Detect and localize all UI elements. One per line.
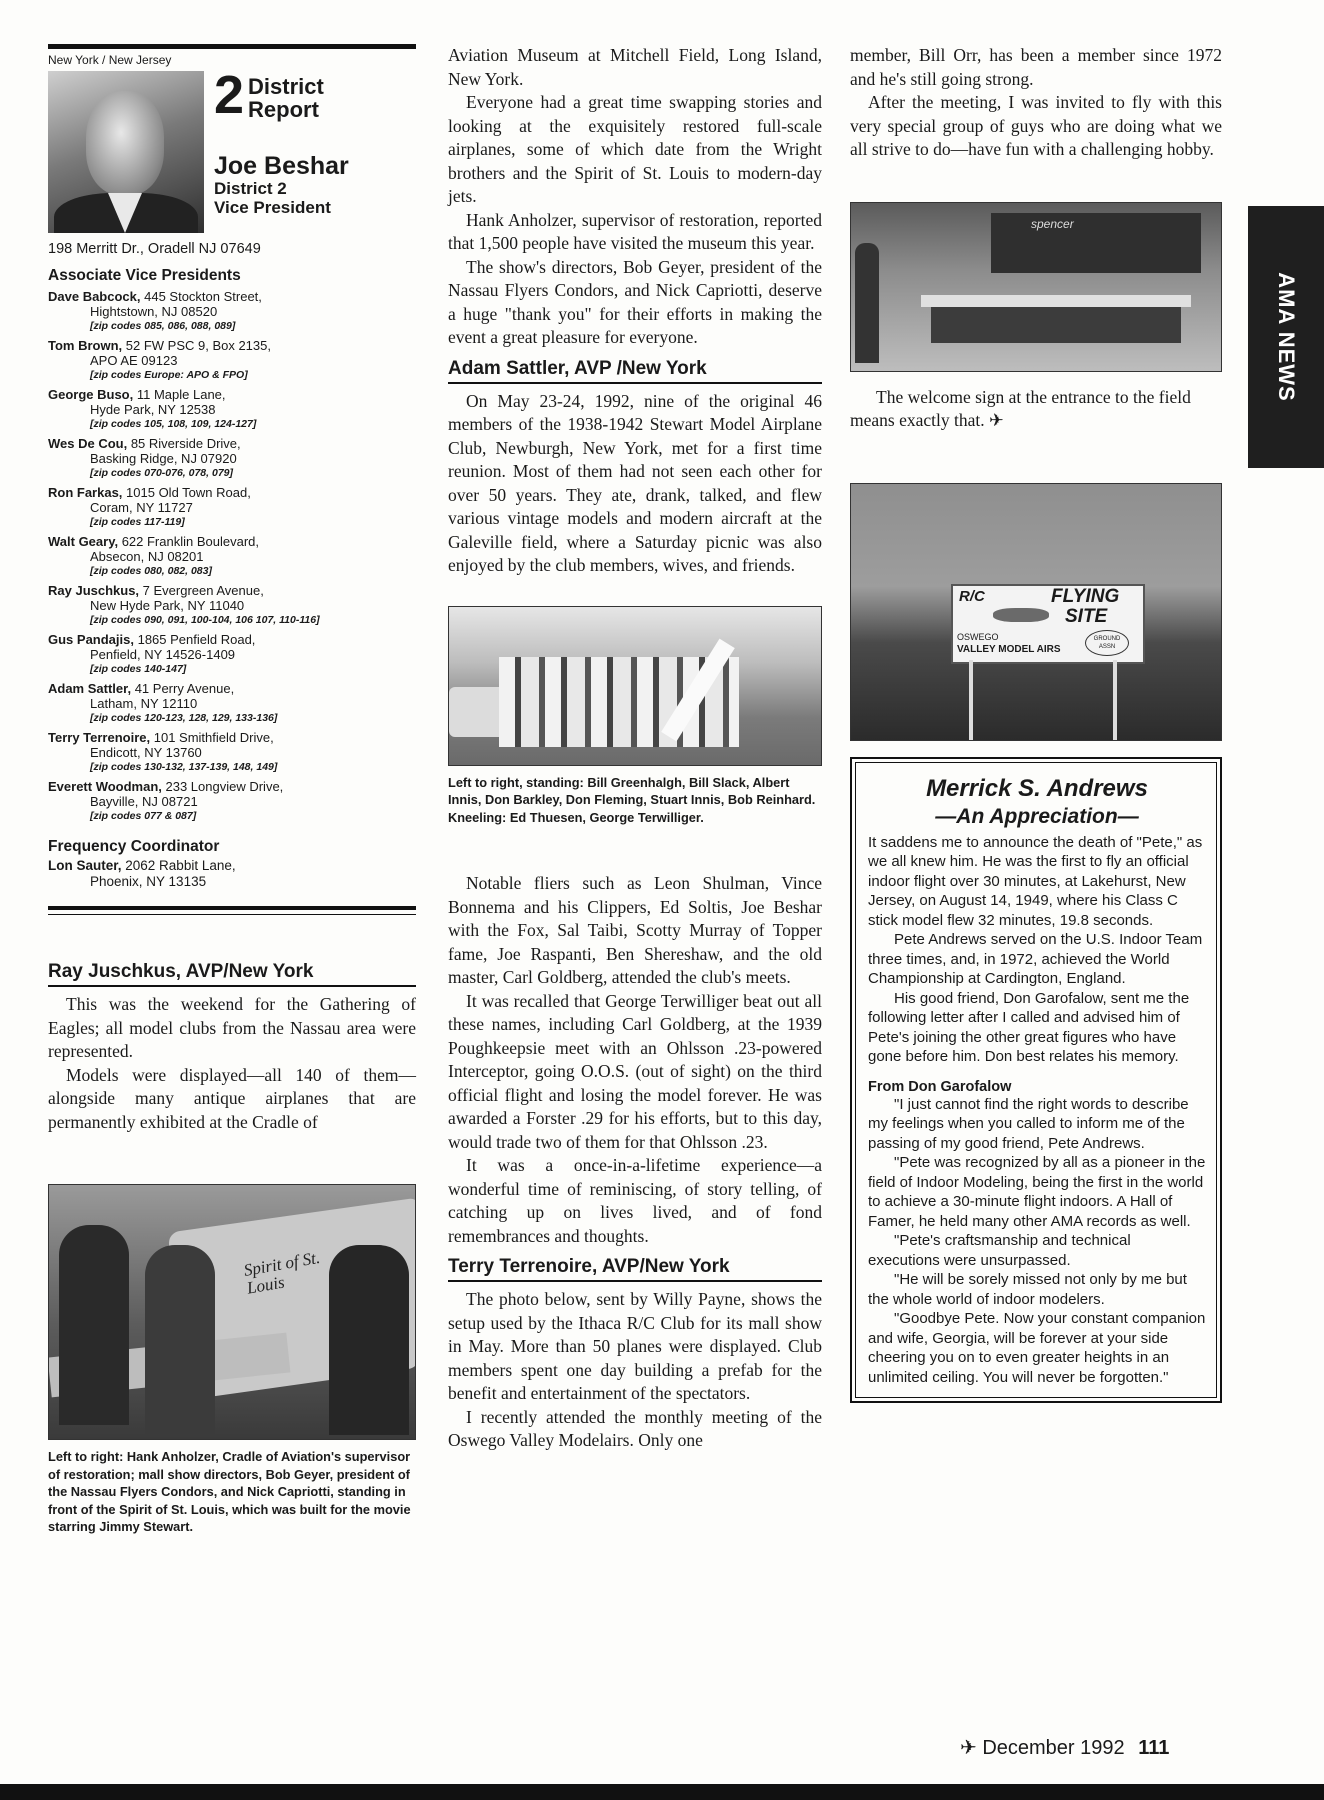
frequency-coordinator: Lon Sauter, 2062 Rabbit Lane, Phoenix, NY 13135 [48, 858, 236, 889]
vp-address: 198 Merritt Dr., Oradell NJ 07649 [48, 241, 261, 257]
plane-icon: ✈ [960, 1737, 977, 1759]
district-title [214, 65, 349, 233]
avp-entry: Terry Terrenoire, 101 Smithfield Drive, Endicott, NY 13760 [zip codes 130-132, 137-139, 148, 149] [48, 730, 278, 773]
notable-fliers-paragraph: Notable fliers such as Leon Shulman, Vince Bonnema and his Clippers, Ed Soltis, Joe Beshar with the Fox, Sal Taibi, Scotty Murray of Topper fame, Joe Raspanti, Ben Shereshaw, and the old master, Carl Goldberg, attended the club's meets. [448, 873, 822, 987]
avp-entry: George Buso, 11 Maple Lane, Hyde Park, NY 12538 [zip codes 105, 108, 109, 124-127] [48, 387, 257, 430]
section-divider [48, 906, 416, 915]
museum-paragraph: Aviation Museum at Mitchell Field, Long Island, New York. [448, 45, 822, 89]
letter-q3: "Pete's craftsmanship and technical executions were unsurpassed. [868, 1232, 1131, 1269]
bottom-bar [0, 1784, 1324, 1800]
directors-paragraph: The show's directors, Bob Geyer, president of the Nassau Flyers Condors, and Nick Capriotti, deserve a huge "thank you" for their efforts in making the event a great pleasure for everyone. [448, 256, 822, 347]
adam-paragraph: On May 23-24, 1992, nine of the original 46 members of the 1938-1942 Stewart Model Airplane Club, Newburgh, New York, met for a first time reunion. Most of them had not seen each other for over 50 years. They ate, drank, talked, and flew various vintage models and modern aircraft at the Galeville field, where a Saturday picnic was also enjoyed by the club members, wives, and friends. [448, 390, 822, 575]
ithaca-paragraph: The photo below, sent by Willy Payne, shows the setup used by the Ithaca R/C Club for its mall show in May. More than 50 planes were displayed. Club members spent one day building a prefab for the benefit and entertainment of the spectators. [448, 1289, 822, 1403]
district-header [48, 65, 416, 233]
once-in-lifetime-paragraph: It was a once-in-a-lifetime experience—a wonderful time of reminiscing, of story telling, of catching up on lives lived, and of fond remembrances and thoughts. [448, 1155, 822, 1246]
ray-juschkus-heading: Ray Juschkus, AVP/New York [48, 961, 416, 987]
ray-paragraph-1: This was the weekend for the Gathering of Eagles; all model clubs from the Nassau area were represented. [48, 994, 416, 1061]
adam-sattler-heading: Adam Sattler, AVP /New York [448, 358, 822, 384]
ray-paragraph-2: Models were displayed—all 140 of them—alongside many antique airplanes that are permanently exhibited at the Cradle of [48, 1064, 416, 1132]
terry-terrenoire-heading: Terry Terrenoire, AVP/New York [448, 1256, 822, 1282]
avp-entry: Wes De Cou, 85 Riverside Drive, Basking Ridge, NJ 07920 [zip codes 070-076, 078, 079] [48, 436, 241, 479]
appreciation-subtitle: —An Appreciation— [935, 804, 1139, 828]
frequency-heading: Frequency Coordinator [48, 838, 220, 855]
issue-date: December 1992 [982, 1737, 1125, 1759]
after-meeting-paragraph: After the meeting, I was invited to fly with this very special group of guys who are doing what we all strive to do—have fun with a challenging hobby. [850, 92, 1222, 159]
appreciation-p3: His good friend, Don Garofalow, sent me the following letter after I called and advised him of Pete's joining the other great figures who have gone before him. Don best relates his memory. [868, 989, 1190, 1065]
plane-icon: ✈ [988, 410, 1004, 430]
vp-role-1: District 2 [214, 179, 287, 198]
avp-entry: Ray Juschkus, 7 Evergreen Avenue, New Hyde Park, NY 11040 [zip codes 090, 091, 100-104, 106 107, 110-116] [48, 583, 320, 626]
swapping-paragraph: Everyone had a great time swapping stories and looking at the exquisitely restored full-scale airplanes, some of which date from the Wright brothers and the Spirit of St. Louis to modern-day jets. [448, 92, 822, 206]
vp-name: Joe Beshar [214, 152, 349, 180]
column-left [48, 44, 416, 1536]
district-number: 2 [214, 65, 245, 125]
terwilliger-paragraph: It was recalled that George Terwilliger beat out all these names, including Carl Goldberg, at the 1939 Poughkeepsie meet with an Ohlsson .23-powered Interceptor, going O.O.S. (out of sight) on the third official flight and losing the model forever. He was awarded a Forster .29 for his efforts, but to this day, would trade two of them for that Ohlsson .23. [448, 990, 822, 1152]
spirit-label: Spirit of St. Louis [242, 1247, 322, 1298]
ama-news-tab: AMA NEWS [1248, 206, 1324, 468]
flying-site-sign: R/C FLYING SITE OSWEGO VALLEY MODEL AIRS GROUND ASSN [951, 584, 1145, 664]
reunion-photo-caption: Left to right, standing: Bill Greenhalgh, Bill Slack, Albert Innis, Don Barkley, Don Fleming, Stuart Innis, Bob Reinhard. Kneeling: Ed Thuesen, George Terwilliger. [448, 774, 816, 825]
appreciation-p2: Pete Andrews served on the U.S. Indoor Team three times, and, in 1972, achieved the World Championship at Cardington, England. [868, 931, 1203, 987]
appreciation-title: Merrick S. Andrews [926, 774, 1148, 802]
letter-q5: "Goodbye Pete. Now your constant companion and wife, Georgia, will be forever at your side cheering you on to even greater heights in an unlimited ceiling. You will never be forgotten." [868, 1310, 1206, 1386]
club-reunion-photo [448, 606, 822, 766]
avp-entry: Everett Woodman, 233 Longview Drive, Bayville, NJ 08721 [zip codes 077 & 087] [48, 779, 284, 822]
top-rule [48, 44, 416, 49]
spirit-of-st-louis-photo [48, 1184, 416, 1440]
mall-show-photo [850, 202, 1222, 372]
district-label-1: District [248, 74, 324, 99]
region-label: New York / New Jersey [48, 53, 172, 67]
welcome-sign-caption: The welcome sign at the entrance to the field means exactly that. ✈ [850, 386, 1191, 430]
vp-role-2: Vice President [214, 198, 331, 217]
avp-entry: Ron Farkas, 1015 Old Town Road, Coram, NY 11727 [zip codes 117-119] [48, 485, 251, 528]
portrait-photo [48, 71, 204, 233]
district-label-2: Report [248, 97, 319, 122]
avp-entry: Tom Brown, 52 FW PSC 9, Box 2135, APO AE 09123 [zip codes Europe: APO & FPO] [48, 338, 271, 381]
appreciation-box [850, 757, 1222, 1404]
letter-q2: "Pete was recognized by all as a pioneer in the field of Indoor Modeling, being the first in the world to achieve a 30-minute flight indoors. A Hall of Famer, he held many other AMA records as well. [868, 1154, 1206, 1230]
page-footer [960, 1735, 1169, 1760]
avp-entry: Walt Geary, 622 Franklin Boulevard, Absecon, NJ 08201 [zip codes 080, 082, 083] [48, 534, 259, 577]
mall-sign: spencer [1031, 216, 1074, 231]
bill-orr-paragraph: member, Bill Orr, has been a member since 1972 and he's still going strong. [850, 45, 1222, 89]
column-middle [448, 44, 822, 1453]
page-number: 111 [1138, 1737, 1170, 1759]
flying-site-sign-photo [850, 483, 1222, 741]
column-right [850, 44, 1222, 1403]
oswego-paragraph: I recently attended the monthly meeting of the Oswego Valley Modelairs. Only one [448, 1406, 822, 1450]
spirit-photo-caption: Left to right: Hank Anholzer, Cradle of Aviation's supervisor of restoration; mall show directors, Bob Geyer, president of the Nassau Flyers Condors, and Nick Capriotti, standing in front of the Spirit of St. Louis, which was built for the movie starring Jimmy Stewart. [48, 1449, 411, 1534]
appreciation-p1: It saddens me to announce the death of "Pete," as we all knew him. He was the first to fly an official indoor flight over 30 minutes, at Lakehurst, New Jersey, on August 14, 1949, where his Class C stick model flew 32 minutes, 19.8 seconds. [868, 833, 1203, 929]
from-heading: From Don Garofalow [868, 1078, 1012, 1095]
avp-heading: Associate Vice Presidents [48, 267, 241, 284]
avp-entry: Adam Sattler, 41 Perry Avenue, Latham, NY 12110 [zip codes 120-123, 128, 129, 133-136] [48, 681, 278, 724]
letter-q1: "I just cannot find the right words to describe my feelings when you called to inform me of the passing of my good friend, Pete Andrews. [868, 1095, 1189, 1152]
anholzer-paragraph: Hank Anholzer, supervisor of restoration, reported that 1,500 people have visited the museum this year. [448, 209, 822, 253]
avp-entry: Dave Babcock, 445 Stockton Street, Hightstown, NJ 08520 [zip codes 085, 086, 088, 089] [48, 289, 262, 332]
avp-entry: Gus Pandajis, 1865 Penfield Road, Penfield, NY 14526-1409 [zip codes 140-147] [48, 632, 256, 675]
avp-list [48, 289, 416, 824]
letter-q4: "He will be sorely missed not only by me but the whole world of indoor modelers. [868, 1271, 1187, 1308]
